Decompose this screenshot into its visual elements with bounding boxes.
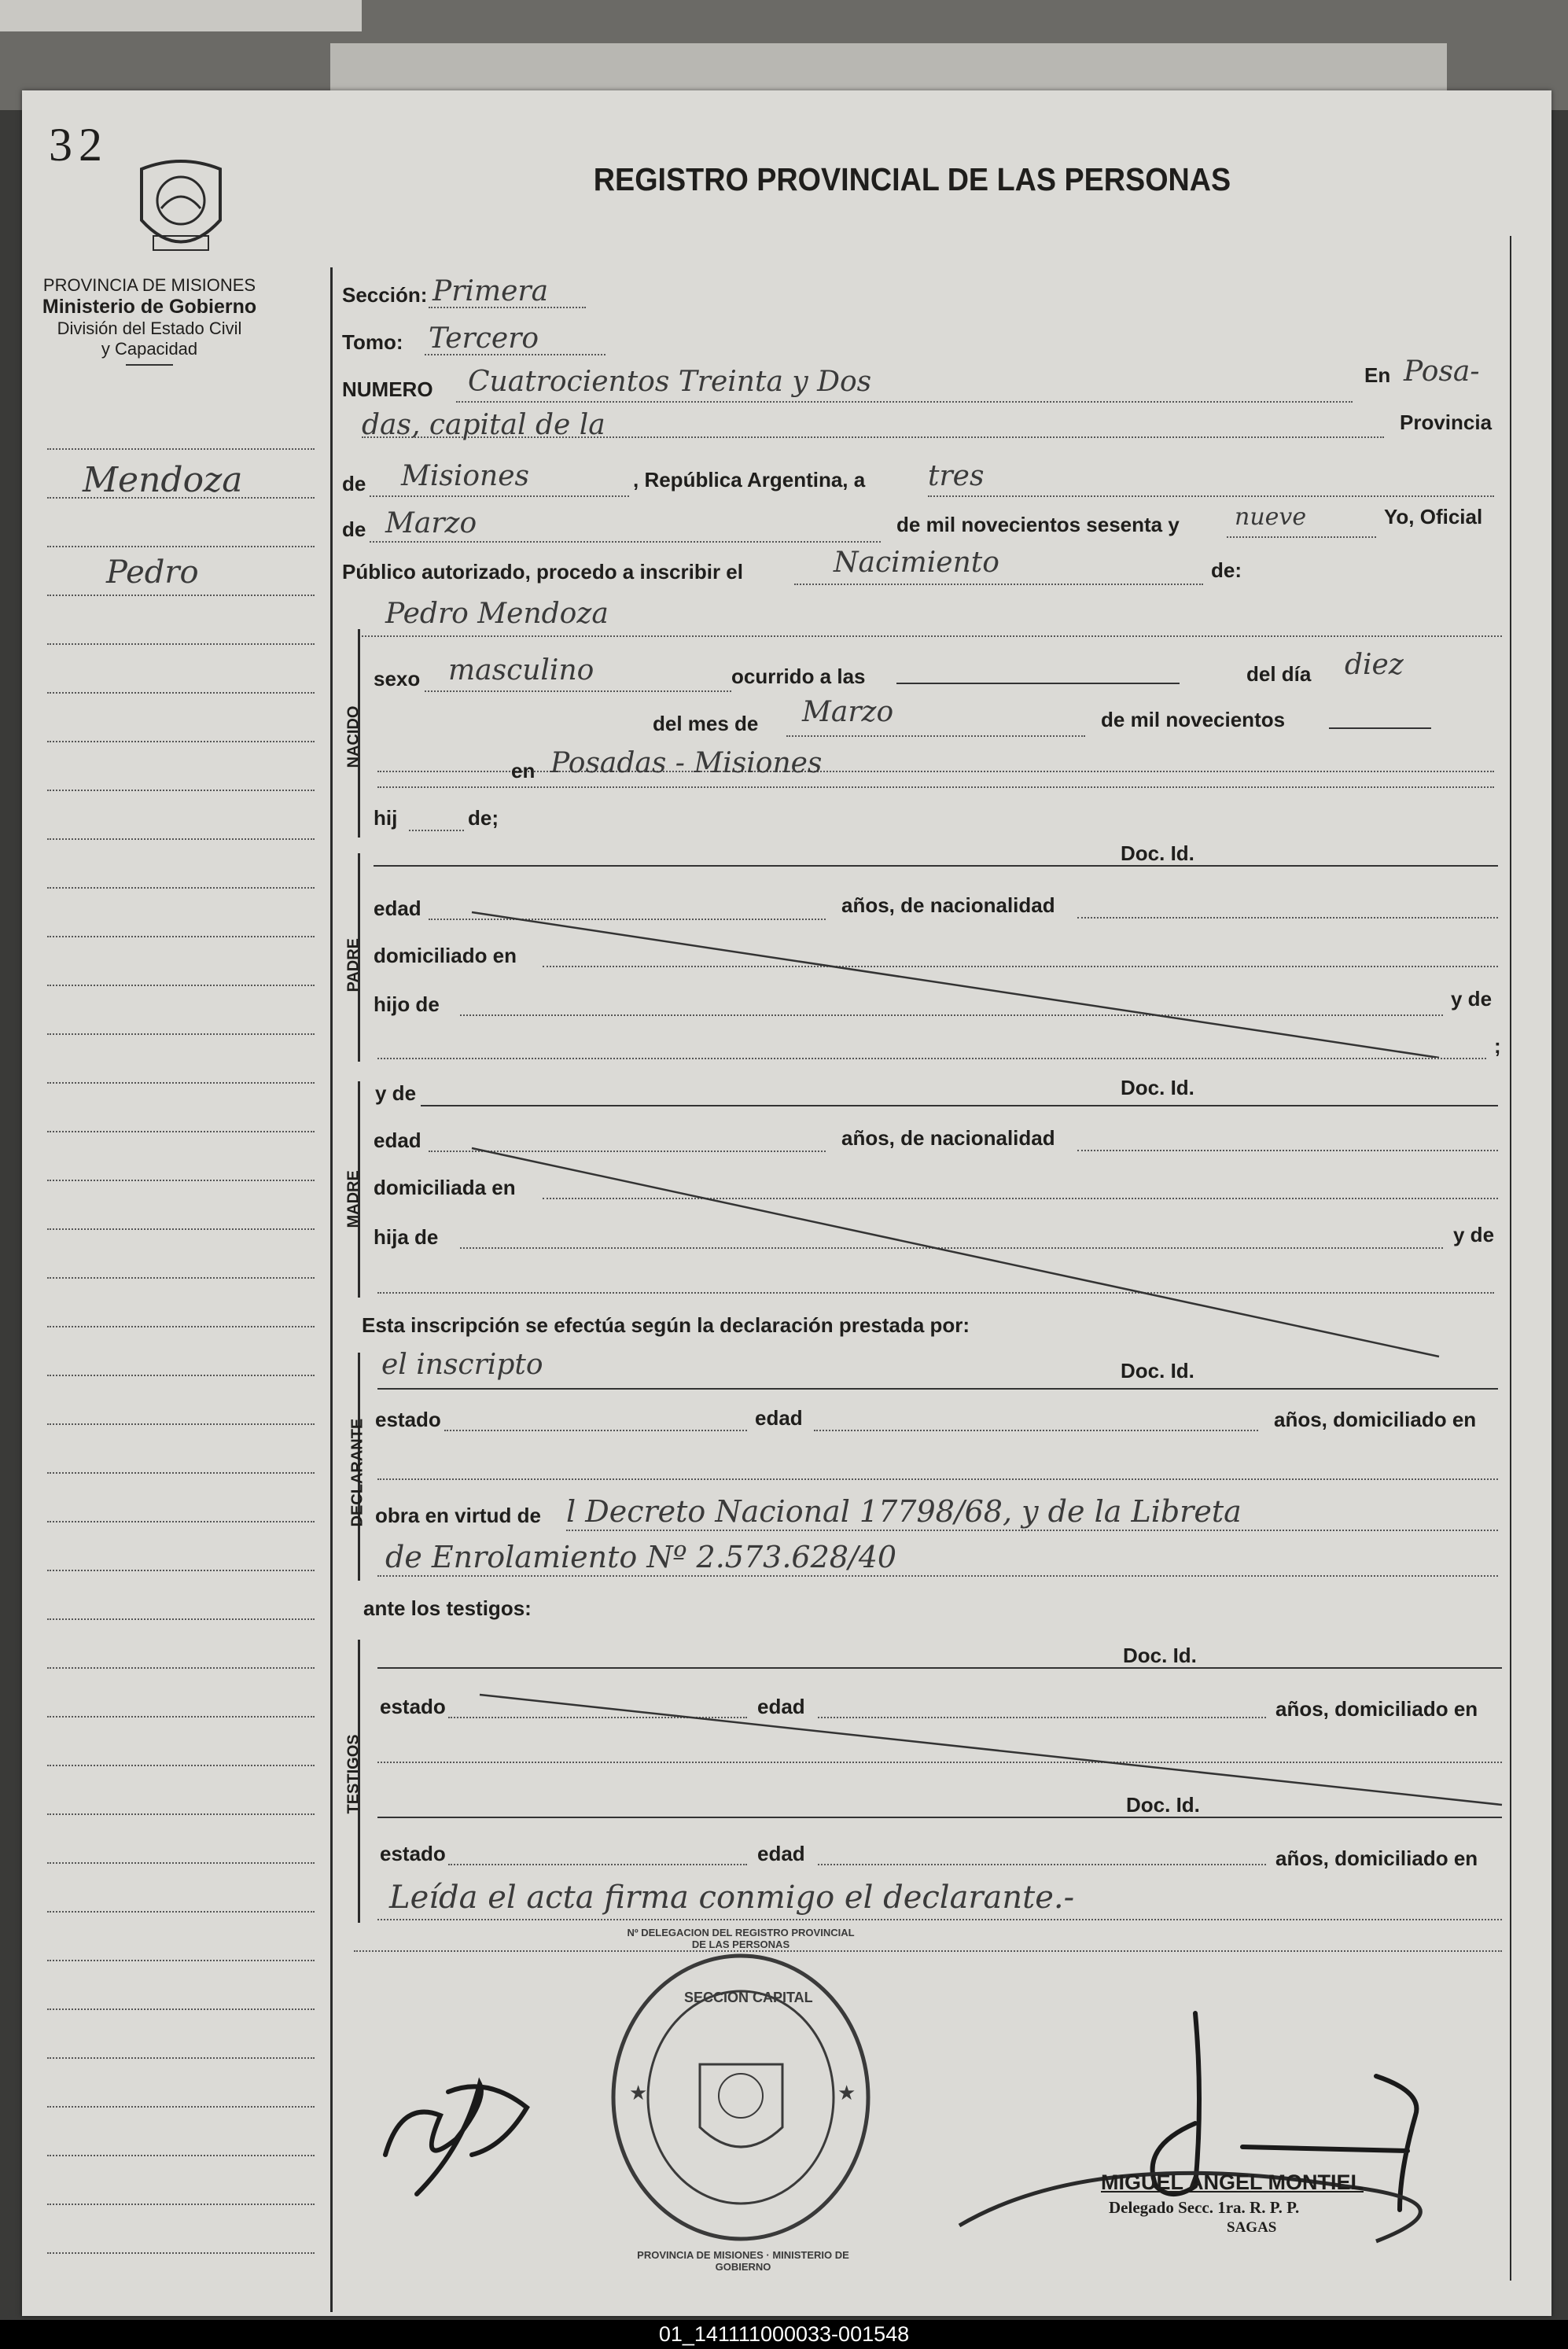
testigo1-anios-label: años, domiciliado en (1275, 1697, 1478, 1721)
padre-hijo-label: hijo de (374, 992, 440, 1016)
numero-label: NUMERO (342, 377, 433, 401)
coat-of-arms-emblem (130, 153, 232, 263)
sidebar-ruled-line (47, 1716, 315, 1718)
sidebar-ruled-line (47, 2204, 315, 2205)
de3-label: de: (1211, 558, 1242, 582)
footer-id: 01_141111000033-001548 (658, 2322, 910, 2346)
sidebar-ruled-line (47, 887, 315, 889)
sidebar-ruled-line (47, 1180, 315, 1181)
sidebar-ruled-line (47, 1375, 315, 1376)
yo-oficial-label: Yo, Oficial (1384, 505, 1483, 528)
de-semicolon-label: de; (468, 806, 499, 830)
sidebar-ruled-line (47, 1423, 315, 1425)
sidebar-ruled-line (47, 790, 315, 791)
testigos-cancel-line (472, 1691, 1510, 1817)
sidebar-ruled-line (47, 1765, 315, 1766)
en-lugar-label: en (511, 759, 536, 782)
closing-statement: Leída el acta firma conmigo el declarante.- (389, 1880, 1075, 1916)
seccion-value: Primera (432, 275, 549, 307)
division-name: División del Estado Civil (57, 318, 242, 338)
footer-id-bar (0, 2320, 1568, 2349)
obra-value: l Decreto Nacional 17798/68, y de la Libreta (566, 1494, 1242, 1529)
republica-label: , República Argentina, a (633, 468, 866, 492)
madre-section-label: MADRE (344, 1170, 363, 1228)
sidebar-ruled-line (47, 2057, 315, 2059)
padre-cancel-line (464, 908, 1447, 1058)
padre-anios-label: años, de nacionalidad (841, 893, 1055, 917)
declarant-signature (370, 2053, 550, 2210)
sidebar-ruled-line (47, 936, 315, 937)
testigo1-estado-label: estado (380, 1695, 446, 1718)
provincia-value: Misiones (401, 460, 530, 492)
sidebar-ruled-line (47, 1033, 315, 1035)
lugar-value: Posadas - Misiones (550, 747, 823, 779)
officer-title: Delegado Secc. 1ra. R. P. P. (1109, 2198, 1300, 2217)
testigo1-doc-label: Doc. Id. (1123, 1644, 1197, 1667)
declarante-section-label: DECLARANTE (348, 1418, 366, 1527)
svg-text:★: ★ (837, 2082, 856, 2104)
de-label: de (342, 472, 366, 495)
ministry-name: Ministerio de Gobierno (42, 296, 257, 318)
madre-anios-label: años, de nacionalidad (841, 1126, 1055, 1150)
city-value: das, capital de la (362, 409, 605, 441)
acto-value: Nacimiento (834, 547, 999, 579)
svg-text:★: ★ (629, 2082, 648, 2104)
sidebar-given-name: Pedro (106, 554, 199, 591)
seccion-label: Sección: (342, 283, 428, 307)
nacido-name-value: Pedro Mendoza (385, 598, 609, 630)
testigo2-edad-label: edad (757, 1842, 805, 1865)
sidebar-ruled-line (47, 1082, 315, 1084)
sidebar-ruled-line (47, 1521, 315, 1522)
en-label: En (1364, 363, 1391, 387)
province-name: PROVINCIA DE MISIONES (42, 275, 256, 295)
sidebar-ruled-line (47, 741, 315, 742)
stamp-bottom-text: PROVINCIA DE MISIONES · MINISTERIO DE GOBIERNO (637, 2249, 849, 2273)
sexo-value: masculino (448, 654, 594, 687)
mil-novecientos-label: de mil novecientos (1101, 708, 1286, 731)
declarante-edad-label: edad (755, 1406, 803, 1430)
declarante-anios-label: años, domiciliado en (1274, 1408, 1477, 1431)
hij-label: hij (374, 806, 398, 830)
padre-domicilio-label: domiciliado en (374, 944, 517, 967)
testigo2-doc-label: Doc. Id. (1126, 1793, 1200, 1817)
sidebar-ruled-line (47, 2155, 315, 2156)
right-border (1510, 236, 1511, 2281)
column-divider (330, 267, 333, 2312)
padre-semicolon: ; (1494, 1034, 1501, 1058)
sexo-label: sexo (374, 667, 421, 690)
anio-label: de mil novecientos sesenta y (896, 513, 1180, 536)
madre-yde-label-2: y de (1453, 1223, 1495, 1246)
division-name-2: y Capacidad (101, 339, 198, 359)
madre-edad-label: edad (374, 1128, 421, 1152)
sidebar-ruled-line (47, 692, 315, 694)
madre-yde-label: y de (375, 1081, 417, 1105)
del-mes-label: del mes de (653, 712, 759, 735)
declarante-name-value: el inscripto (381, 1349, 543, 1381)
sidebar-ruled-line (47, 1667, 315, 1669)
obra-label: obra en virtud de (375, 1504, 541, 1527)
sidebar-ruled-line (47, 1326, 315, 1327)
testigos-section-label: TESTIGOS (344, 1734, 363, 1814)
sidebar-ruled-line (47, 838, 315, 840)
sidebar-ruled-line (47, 1570, 315, 1571)
testigo2-estado-label: estado (380, 1842, 446, 1865)
officer-name: MIGUEL ANGEL MONTIEL (1101, 2170, 1364, 2194)
sidebar-ruled-line (47, 1813, 315, 1815)
declarante-estado-label: estado (375, 1408, 441, 1431)
sidebar-surname: Mendoza (83, 460, 243, 500)
background-sheet (0, 0, 362, 31)
de2-label: de (342, 517, 366, 541)
dia-value: tres (928, 460, 985, 492)
dia-nacimiento-value: diez (1345, 649, 1404, 681)
publico-label: Público autorizado, procedo a inscribir el (342, 560, 743, 584)
sidebar-ruled-line (47, 1131, 315, 1132)
nacido-section-label: NACIDO (344, 705, 363, 768)
en-value: Posa- (1404, 355, 1480, 388)
sidebar-header (31, 275, 267, 366)
officer-subtitle: SAGAS (1227, 2219, 1277, 2236)
tomo-value: Tercero (429, 322, 539, 355)
padre-yde-label: y de (1451, 987, 1493, 1011)
sidebar-ruled-line (47, 1277, 315, 1279)
numero-value: Cuatrocientos Treinta y Dos (468, 366, 872, 398)
mes-nacimiento-value: Marzo (802, 696, 894, 728)
page-number: 32 (49, 119, 109, 171)
stamp-inner-text: SECCION CAPITAL (684, 1990, 813, 2005)
stamp-ring-text: Nº DELEGACION DEL REGISTRO PROVINCIAL DE LAS PERSONAS (627, 1927, 855, 1950)
sidebar-ruled-line (47, 1960, 315, 1961)
obra-value-2: de Enrolamiento Nº 2.573.628/40 (385, 1540, 897, 1574)
declarante-doc-label: Doc. Id. (1121, 1359, 1194, 1383)
sidebar-ruled-line (47, 1228, 315, 1230)
anio-value: nueve (1235, 503, 1307, 531)
page-title: REGISTRO PROVINCIAL DE LAS PERSONAS (593, 161, 1231, 197)
tomo-label: Tomo: (342, 330, 403, 354)
sidebar-ruled-line (47, 1618, 315, 1620)
padre-doc-label: Doc. Id. (1121, 841, 1194, 865)
ocurrido-label: ocurrido a las (731, 665, 866, 688)
sidebar-ruled-line (47, 1472, 315, 1474)
provincia-label: Provincia (1400, 411, 1493, 434)
sidebar-ruled-line (47, 2008, 315, 2010)
sidebar-ruled-line (47, 546, 315, 547)
declaracion-label: Esta inscripción se efectúa según la declaración prestada por: (362, 1313, 970, 1337)
padre-section-label: PADRE (344, 937, 363, 992)
del-dia-label: del día (1246, 662, 1312, 686)
madre-hija-label: hija de (374, 1225, 439, 1249)
testigo1-edad-label: edad (757, 1695, 805, 1718)
sidebar-ruled-line (47, 595, 315, 596)
sidebar-ruled-line (47, 985, 315, 986)
madre-domicilio-label: domiciliada en (374, 1176, 516, 1199)
testigos-intro-label: ante los testigos: (363, 1596, 532, 1620)
padre-edad-label: edad (374, 897, 421, 920)
testigo2-anios-label: años, domiciliado en (1275, 1846, 1478, 1870)
sidebar-ruled-line (47, 2106, 315, 2108)
sidebar-ruled-line (47, 448, 315, 450)
sidebar-ruled-line (47, 2252, 315, 2254)
sidebar-ruled-line (47, 1911, 315, 1913)
mes-value: Marzo (385, 507, 477, 539)
madre-doc-label: Doc. Id. (1121, 1076, 1194, 1099)
sidebar-ruled-line (47, 1862, 315, 1864)
sidebar-ruled-line (47, 643, 315, 645)
